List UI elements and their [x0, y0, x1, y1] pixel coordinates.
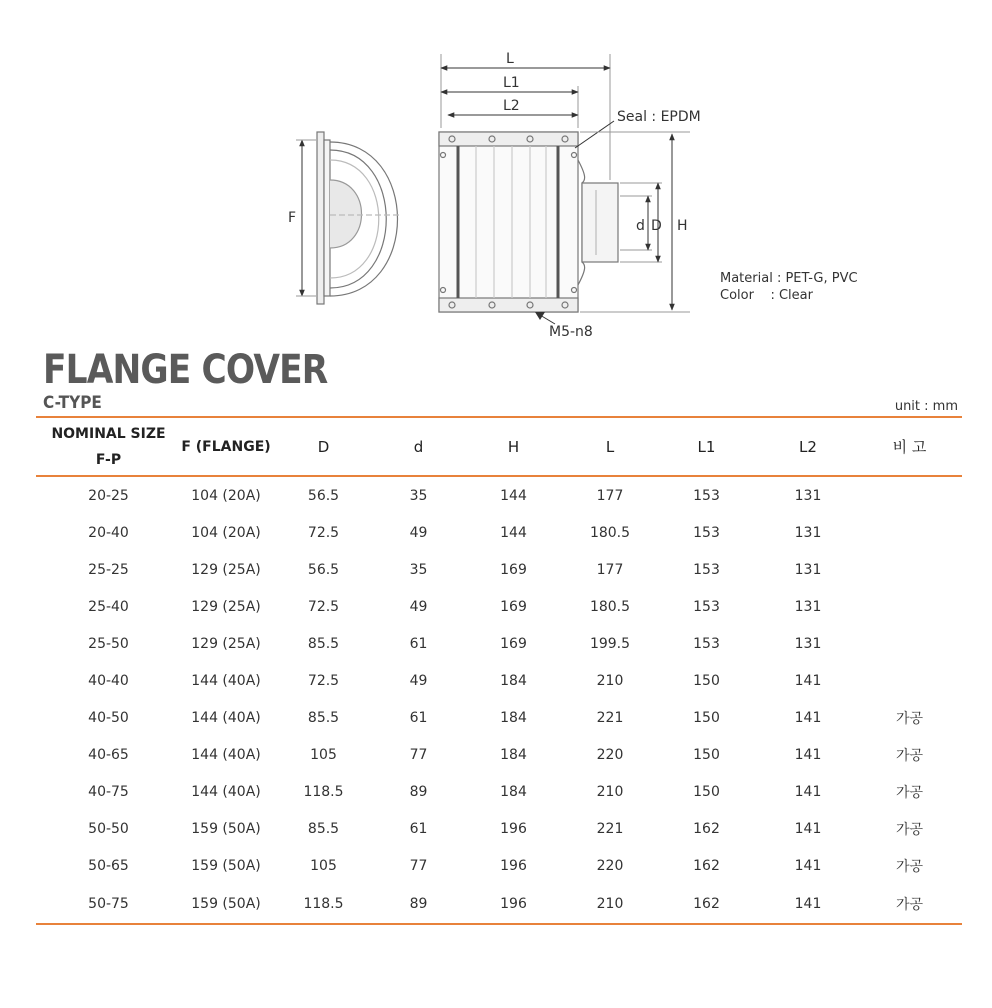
- header-nominal-size: [36, 417, 181, 476]
- spec-table-wrapper: [36, 416, 962, 925]
- cell-flange: 129 (25A): [191, 561, 261, 578]
- cell-D: 72.5: [307, 598, 340, 615]
- cell-D: 56.5: [307, 487, 340, 504]
- dim-L1-label: L1: [503, 75, 520, 91]
- cell-D: 85.5: [307, 635, 340, 652]
- cell-flange: 129 (25A): [191, 635, 261, 652]
- table-row: [36, 551, 962, 588]
- cell-d: 61: [409, 635, 428, 652]
- cell-flange: 104 (20A): [191, 524, 261, 541]
- cell-note: [857, 551, 962, 588]
- cell-L2: 141: [794, 820, 822, 837]
- cell-d: 89: [409, 783, 428, 800]
- material-note: Material : PET-G, PVC: [720, 271, 858, 286]
- cell-d: 77: [409, 857, 428, 874]
- drawing-svg: [0, 0, 992, 345]
- cell-L: 177: [596, 561, 624, 578]
- cell-L: 177: [596, 487, 624, 504]
- cell-flange: 159 (50A): [191, 820, 261, 837]
- cell-nominal-size: 25-50: [88, 635, 129, 652]
- cell-L1: 162: [693, 895, 720, 912]
- cell-L: 199.5: [589, 635, 631, 652]
- cell-H: 144: [500, 487, 527, 504]
- header-flange: F (FLANGE): [181, 438, 271, 455]
- cell-D: 72.5: [307, 524, 340, 541]
- cell-flange: 144 (40A): [191, 672, 261, 689]
- cell-note: 가공: [895, 784, 924, 801]
- cell-flange: 159 (50A): [191, 895, 261, 912]
- dim-F-label: F: [288, 210, 297, 226]
- table-row: [36, 588, 962, 625]
- cell-L1: 153: [693, 635, 720, 652]
- cell-d: 61: [409, 709, 428, 726]
- cell-flange: 104 (20A): [191, 487, 261, 504]
- dim-L-label: L: [506, 51, 514, 67]
- table-row: [36, 625, 962, 662]
- cell-d: 61: [409, 820, 428, 837]
- cell-D: 105: [310, 746, 337, 763]
- cell-H: 196: [500, 820, 527, 837]
- cell-L1: 162: [693, 820, 720, 837]
- header-H: H: [507, 437, 520, 456]
- header-L: L: [605, 437, 615, 456]
- cell-L2: 141: [794, 746, 822, 763]
- cell-nominal-size: 50-65: [88, 857, 129, 874]
- cell-H: 169: [500, 598, 527, 615]
- cell-flange: 129 (25A): [191, 598, 261, 615]
- cell-note: [857, 476, 962, 514]
- table-row: [36, 699, 962, 736]
- cell-flange: 144 (40A): [191, 783, 261, 800]
- cell-L1: 153: [693, 524, 720, 541]
- cell-note: 가공: [895, 747, 924, 764]
- header-nominal-line1: NOMINAL SIZE: [51, 425, 166, 442]
- unit-label: unit : mm: [894, 399, 958, 414]
- cell-note: [857, 514, 962, 551]
- cell-nominal-size: 40-50: [88, 709, 129, 726]
- cell-L2: 131: [794, 487, 822, 504]
- cell-D: 85.5: [307, 709, 340, 726]
- cell-L: 180.5: [589, 524, 631, 541]
- cell-H: 184: [500, 709, 527, 726]
- cell-note: 가공: [895, 710, 924, 727]
- cell-H: 184: [500, 783, 527, 800]
- cell-L1: 150: [693, 709, 720, 726]
- table-row: [36, 476, 962, 514]
- side-view: [317, 132, 400, 304]
- cell-L: 210: [596, 783, 624, 800]
- header-d: d: [413, 437, 424, 456]
- dim-D-label: D: [651, 218, 662, 234]
- cell-L2: 131: [794, 561, 822, 578]
- cell-L1: 153: [693, 598, 720, 615]
- spec-table: [36, 416, 962, 925]
- cell-flange: 159 (50A): [191, 857, 261, 874]
- cell-L1: 150: [693, 746, 720, 763]
- cell-L2: 141: [794, 895, 822, 912]
- cell-D: 118.5: [303, 783, 344, 800]
- table-row: [36, 662, 962, 699]
- cell-L: 210: [596, 895, 624, 912]
- dim-L2-label: L2: [503, 98, 520, 114]
- cell-d: 77: [409, 746, 428, 763]
- cell-note: [857, 662, 962, 699]
- cell-L: 221: [596, 709, 624, 726]
- header-D: D: [317, 437, 330, 456]
- dim-H-label: H: [677, 218, 688, 234]
- cell-D: 85.5: [307, 820, 340, 837]
- cell-d: 35: [409, 487, 428, 504]
- cell-nominal-size: 50-75: [88, 895, 129, 912]
- cell-L1: 153: [693, 561, 720, 578]
- cell-L: 210: [596, 672, 624, 689]
- front-view: [439, 132, 618, 312]
- cell-L2: 141: [794, 709, 822, 726]
- cell-D: 105: [310, 857, 337, 874]
- cell-L1: 153: [693, 487, 720, 504]
- cell-flange: 144 (40A): [191, 746, 261, 763]
- cell-D: 56.5: [307, 561, 340, 578]
- cell-nominal-size: 50-50: [88, 820, 129, 837]
- cell-L: 180.5: [589, 598, 631, 615]
- cell-H: 196: [500, 895, 527, 912]
- header-L2: L2: [799, 437, 817, 456]
- cell-d: 35: [409, 561, 428, 578]
- cell-H: 169: [500, 635, 527, 652]
- header-nominal-line2: F-P: [95, 451, 122, 468]
- cell-L2: 131: [794, 635, 822, 652]
- cell-d: 49: [409, 672, 428, 689]
- cell-note: [857, 625, 962, 662]
- table-row: [36, 514, 962, 551]
- cell-nominal-size: 40-75: [88, 783, 129, 800]
- header-note: 비 고: [892, 438, 927, 456]
- page-title: FLANGE COVER: [43, 347, 328, 393]
- header-L1: L1: [697, 437, 716, 456]
- cell-nominal-size: 40-40: [88, 672, 129, 689]
- cell-L2: 141: [794, 672, 822, 689]
- dim-d-label: d: [636, 218, 645, 234]
- cell-d: 49: [409, 598, 428, 615]
- cell-note: 가공: [895, 858, 924, 875]
- table-row: [36, 773, 962, 810]
- cell-nominal-size: 25-40: [88, 598, 129, 615]
- cell-H: 144: [500, 524, 527, 541]
- table-row: [36, 810, 962, 847]
- table-row: [36, 847, 962, 884]
- cell-L2: 141: [794, 857, 822, 874]
- cell-d: 49: [409, 524, 428, 541]
- cell-H: 169: [500, 561, 527, 578]
- cell-L: 220: [596, 857, 624, 874]
- cell-L: 220: [596, 746, 624, 763]
- seal-label: Seal : EPDM: [617, 109, 701, 125]
- page-subtitle: C-TYPE: [43, 393, 102, 413]
- cell-H: 184: [500, 672, 527, 689]
- color-note: Color : Clear: [720, 288, 813, 303]
- cell-L1: 150: [693, 783, 720, 800]
- cell-flange: 144 (40A): [191, 709, 261, 726]
- table-body: [36, 476, 962, 924]
- cell-L1: 162: [693, 857, 720, 874]
- table-header-row: [36, 417, 962, 476]
- cell-L2: 141: [794, 783, 822, 800]
- cell-L2: 131: [794, 524, 822, 541]
- cell-note: 가공: [895, 896, 924, 913]
- cell-H: 184: [500, 746, 527, 763]
- table-row: [36, 736, 962, 773]
- cell-L1: 150: [693, 672, 720, 689]
- cell-L2: 131: [794, 598, 822, 615]
- cell-nominal-size: 20-25: [88, 487, 129, 504]
- cell-L: 221: [596, 820, 624, 837]
- cell-H: 196: [500, 857, 527, 874]
- cell-d: 89: [409, 895, 428, 912]
- cell-nominal-size: 40-65: [88, 746, 129, 763]
- cell-note: 가공: [895, 821, 924, 838]
- cell-nominal-size: 20-40: [88, 524, 129, 541]
- table-row: [36, 884, 962, 924]
- cell-D: 118.5: [303, 895, 344, 912]
- cell-D: 72.5: [307, 672, 340, 689]
- bolts-label: M5-n8: [549, 324, 593, 340]
- technical-drawing: [0, 0, 992, 345]
- cell-note: [857, 588, 962, 625]
- cell-nominal-size: 25-25: [88, 561, 129, 578]
